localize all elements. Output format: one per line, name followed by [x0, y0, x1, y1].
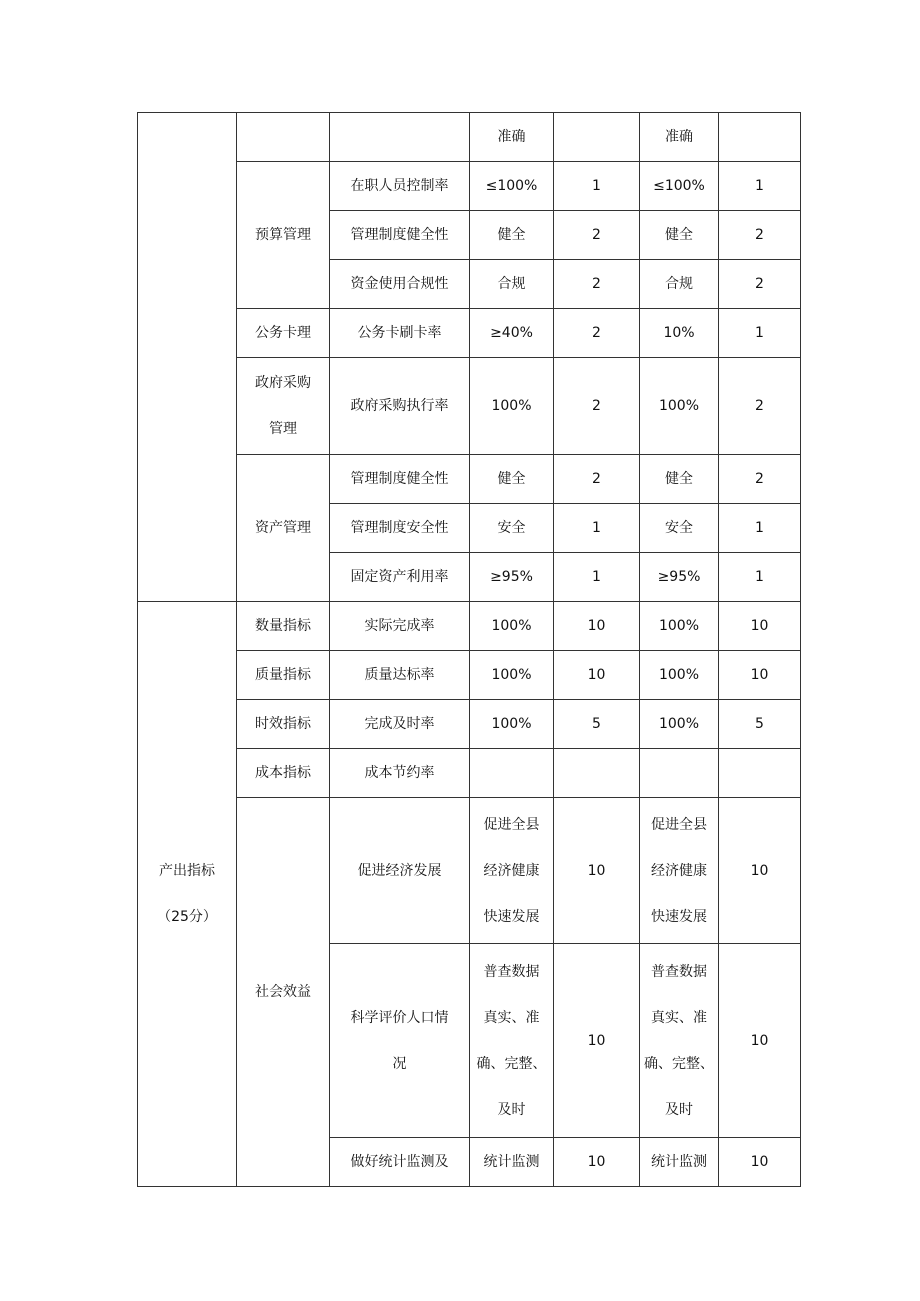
weight-cell: 10: [554, 944, 640, 1138]
category-line: （25分）: [157, 909, 217, 925]
target-cell: ≥95%: [470, 553, 554, 602]
subcategory-cell: 数量指标: [237, 602, 330, 651]
score-cell: 10: [719, 944, 801, 1138]
weight-cell: 10: [554, 602, 640, 651]
score-cell: 10: [719, 602, 801, 651]
target-cell: [470, 944, 554, 1138]
indicator-cell: 成本节约率: [330, 749, 470, 798]
actual-cell: 100%: [640, 651, 719, 700]
subcategory-cell: 公务卡理: [237, 309, 330, 358]
table-row: [138, 162, 801, 211]
target-line: 及时: [497, 1101, 526, 1118]
actual-cell: [640, 798, 719, 944]
table-row: [138, 602, 801, 651]
actual-line: 普查数据: [651, 963, 707, 980]
weight-cell: 2: [554, 260, 640, 309]
weight-cell: [554, 113, 640, 162]
actual-cell: 100%: [640, 358, 719, 455]
weight-cell: 5: [554, 700, 640, 749]
score-cell: [719, 113, 801, 162]
subcategory-cell: 时效指标: [237, 700, 330, 749]
score-cell: 10: [719, 798, 801, 944]
table-row: [138, 358, 801, 455]
actual-cell: 100%: [640, 700, 719, 749]
indicator-cell: 质量达标率: [330, 651, 470, 700]
subcategory-line: 管理: [269, 421, 297, 437]
actual-line: 及时: [665, 1101, 693, 1118]
indicator-line: 科学评价人口情: [350, 1009, 449, 1026]
table-row: [138, 455, 801, 504]
table-row: [138, 798, 801, 944]
score-cell: 5: [719, 700, 801, 749]
score-cell: 2: [719, 211, 801, 260]
indicator-cell: 管理制度健全性: [330, 211, 470, 260]
score-cell: 2: [719, 455, 801, 504]
actual-line: 经济健康: [651, 862, 707, 879]
table-row: [138, 651, 801, 700]
actual-cell: [640, 944, 719, 1138]
category-cell: [138, 113, 237, 602]
actual-cell: 100%: [640, 602, 719, 651]
score-cell: 1: [719, 162, 801, 211]
score-cell: 10: [719, 651, 801, 700]
performance-table: [137, 112, 801, 1187]
target-line: 快速发展: [483, 908, 540, 925]
indicator-cell: 政府采购执行率: [330, 358, 470, 455]
target-line: 经济健康: [483, 862, 540, 879]
actual-cell: ≥95%: [640, 553, 719, 602]
actual-cell: ≤100%: [640, 162, 719, 211]
actual-cell: 安全: [640, 504, 719, 553]
actual-cell: 统计监测: [640, 1138, 719, 1187]
actual-cell: 10%: [640, 309, 719, 358]
indicator-cell: [330, 113, 470, 162]
target-line: 确、完整、: [476, 1055, 547, 1072]
target-cell: [470, 749, 554, 798]
target-cell: 合规: [470, 260, 554, 309]
indicator-cell: 公务卡刷卡率: [330, 309, 470, 358]
weight-cell: 10: [554, 1138, 640, 1187]
actual-cell: [640, 749, 719, 798]
actual-line: 真实、准: [651, 1009, 707, 1026]
weight-cell: 1: [554, 162, 640, 211]
subcategory-cell: [237, 113, 330, 162]
subcategory-cell: 预算管理: [237, 162, 330, 309]
weight-cell: 2: [554, 309, 640, 358]
weight-cell: 10: [554, 651, 640, 700]
target-cell: 100%: [470, 651, 554, 700]
target-cell: 健全: [470, 455, 554, 504]
indicator-line: 况: [392, 1055, 407, 1072]
weight-cell: 10: [554, 798, 640, 944]
subcategory-cell: 资产管理: [237, 455, 330, 602]
subcategory-cell: 成本指标: [237, 749, 330, 798]
indicator-cell: 资金使用合规性: [330, 260, 470, 309]
score-cell: 10: [719, 1138, 801, 1187]
target-cell: 100%: [470, 602, 554, 651]
target-cell: 100%: [470, 700, 554, 749]
actual-line: 确、完整、: [644, 1055, 714, 1072]
indicator-cell: [330, 944, 470, 1138]
indicator-cell: 管理制度健全性: [330, 455, 470, 504]
actual-line: 快速发展: [651, 908, 707, 925]
subcategory-cell: 质量指标: [237, 651, 330, 700]
actual-cell: 合规: [640, 260, 719, 309]
target-line: 普查数据: [483, 963, 540, 980]
subcategory-line: 政府采购: [255, 375, 311, 391]
indicator-cell: 实际完成率: [330, 602, 470, 651]
target-cell: [470, 798, 554, 944]
actual-line: 促进全县: [651, 816, 707, 833]
weight-cell: 2: [554, 358, 640, 455]
table-row: [138, 113, 801, 162]
target-line: 真实、准: [483, 1009, 540, 1026]
weight-cell: 2: [554, 211, 640, 260]
category-cell: [138, 602, 237, 1187]
table-row: [138, 700, 801, 749]
weight-cell: [554, 749, 640, 798]
target-cell: 安全: [470, 504, 554, 553]
indicator-cell: 完成及时率: [330, 700, 470, 749]
subcategory-cell: 社会效益: [237, 798, 330, 1187]
target-cell: ≤100%: [470, 162, 554, 211]
weight-cell: 2: [554, 455, 640, 504]
target-cell: 健全: [470, 211, 554, 260]
weight-cell: 1: [554, 553, 640, 602]
score-cell: [719, 749, 801, 798]
actual-cell: 准确: [640, 113, 719, 162]
table-row: [138, 749, 801, 798]
indicator-cell: 固定资产利用率: [330, 553, 470, 602]
target-line: 促进全县: [483, 816, 540, 833]
indicator-cell: 促进经济发展: [330, 798, 470, 944]
target-cell: 准确: [470, 113, 554, 162]
indicator-cell: 管理制度安全性: [330, 504, 470, 553]
score-cell: 2: [719, 260, 801, 309]
actual-cell: 健全: [640, 455, 719, 504]
indicator-cell: 做好统计监测及: [330, 1138, 470, 1187]
target-cell: 100%: [470, 358, 554, 455]
score-cell: 1: [719, 553, 801, 602]
target-cell: 统计监测: [470, 1138, 554, 1187]
score-cell: 1: [719, 504, 801, 553]
subcategory-cell: [237, 358, 330, 455]
indicator-cell: 在职人员控制率: [330, 162, 470, 211]
table-row: [138, 309, 801, 358]
score-cell: 2: [719, 358, 801, 455]
score-cell: 1: [719, 309, 801, 358]
actual-cell: 健全: [640, 211, 719, 260]
category-line: 产出指标: [159, 863, 215, 879]
weight-cell: 1: [554, 504, 640, 553]
target-cell: ≥40%: [470, 309, 554, 358]
